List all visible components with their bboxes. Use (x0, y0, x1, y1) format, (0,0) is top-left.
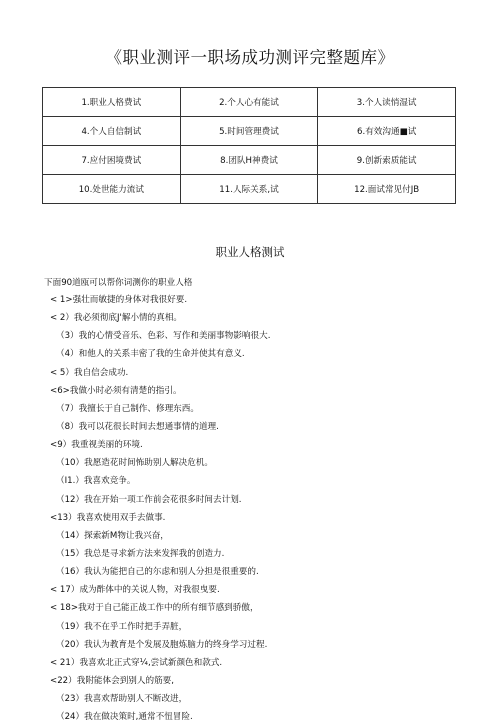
question-item: （19）我不在乎工作时把手弄脏， (56, 621, 188, 632)
question-item: （20）我认为教育是个发展及胞炼脑力的终身学习过程. (56, 639, 268, 650)
contents-cell[interactable]: 7.应付困境费试 (43, 146, 181, 175)
question-list (0, 291, 500, 726)
question-item: < 21）我喜欢北正式穿¼,尝试新颜色和款式. (50, 657, 223, 668)
contents-cell[interactable]: 4.个人自信制试 (43, 117, 181, 146)
contents-table (42, 87, 456, 204)
contents-cell[interactable]: 6.有效沟通■试 (318, 117, 456, 146)
contents-cell[interactable]: 3.个人读悄湿试 (318, 88, 456, 117)
question-item: （4）和他人的关系丰密了我的生命并使其有意义. (56, 349, 245, 360)
contents-cell[interactable]: 2.个人心有能试 (180, 88, 318, 117)
question-item: <6>我做小时必须有清楚的指引。 (50, 385, 182, 396)
question-item: < 2）我必须彻底J'解小情的真相。 (50, 313, 183, 324)
question-item: （16）我认为能把自己的尓虑和别人分担是很重要的. (56, 567, 259, 578)
question-item: （10）我愿造花时间怖助别人解决危机。 (56, 458, 214, 469)
question-item: < 5）我自信会成功. (50, 367, 129, 378)
question-item: < 17）成为酢体中的关说人物，对我很曳要. (50, 585, 220, 596)
contents-row (43, 175, 456, 204)
contents-row (43, 88, 456, 117)
contents-cell[interactable]: 8.团队H神费试 (180, 146, 318, 175)
question-item: （8）我可以花很长时间去想通事情的道理. (56, 421, 219, 432)
contents-cell[interactable]: 9.创新索质能试 (318, 146, 456, 175)
contents-row (43, 117, 456, 146)
question-item: （I1.）我喜欢竞争。 (56, 476, 136, 487)
intro-text: 下面90道瓯可以帮你词测你的职业人格 (44, 278, 193, 288)
contents-cell[interactable]: 12.面试常见付JB (318, 175, 456, 204)
contents-cell[interactable]: 11.人际关系,试 (180, 175, 318, 204)
question-item: （12）我在开始一项工作前会花很多时间去计划. (56, 494, 242, 505)
question-item: <22）我附能体会到别人的筋要, (50, 675, 174, 686)
question-item: （15）我总是寻求新方法来发挥我的创造力. (56, 548, 225, 559)
question-item: < 18>我对于自己能正战工作中的所有细节感到骄傲， (50, 603, 259, 614)
question-item: （24）我在做决策时,通常不忸冒险. (56, 712, 193, 723)
question-item: （14）探索新M物让我兴奋， (56, 530, 169, 541)
document-title: 《职业测评一职场成功测评完整题库》 (105, 48, 395, 67)
contents-cell[interactable]: 10.处世能力流试 (43, 175, 181, 204)
contents-row (43, 146, 456, 175)
question-item: < 1>强壮而敏捷的身体对我很好要. (50, 295, 188, 305)
question-item: <13）我喜欢使用双手去做事. (50, 512, 166, 523)
contents-cell[interactable]: 5.时间管理费试 (180, 117, 318, 146)
question-item: （7）我擅长于自己制作、修理东西。 (56, 403, 199, 414)
contents-cell[interactable]: 1.职业人格费试 (43, 88, 181, 117)
question-item: （23）我喜欢帮助别人不断改进， (56, 694, 188, 705)
question-item: <9）我重视美丽的环境. (50, 440, 143, 451)
section-heading: 职业人格测试 (215, 245, 285, 259)
question-item: （3）我的心情受音乐、色彩、写作和美丽事物影响很大. (56, 331, 271, 342)
